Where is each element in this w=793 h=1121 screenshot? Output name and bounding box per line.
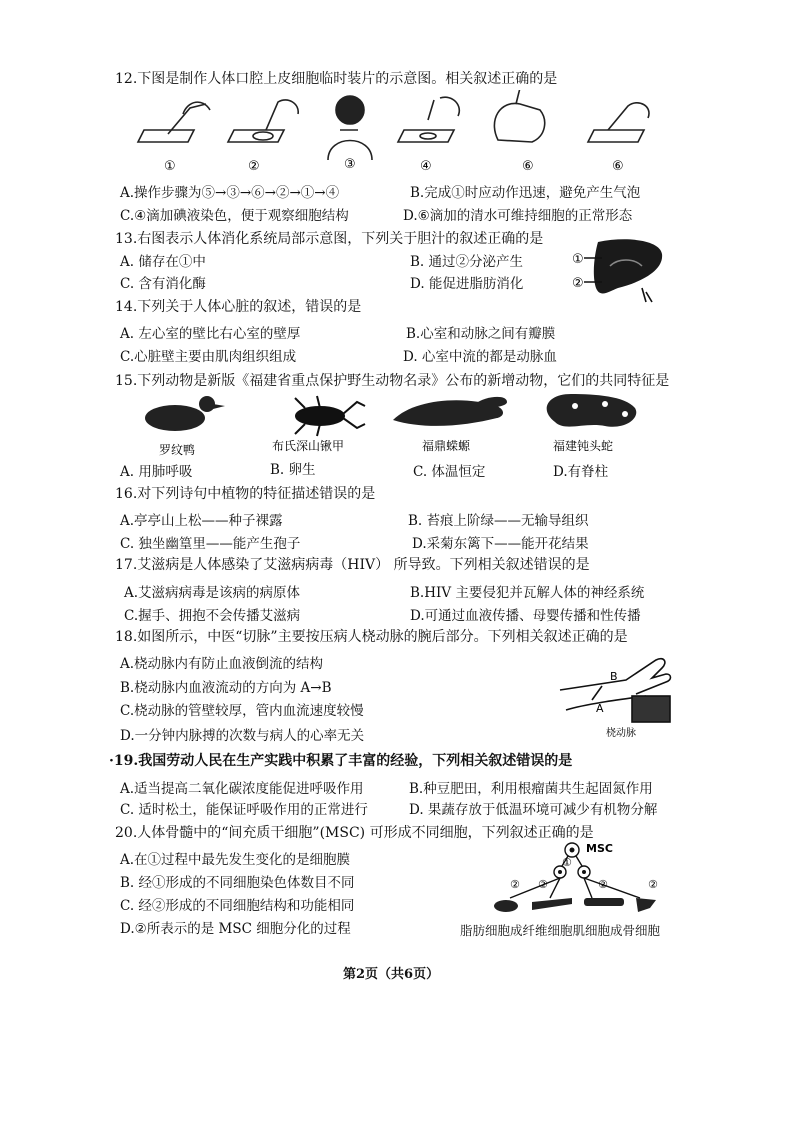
q19-stem: ·19.我国劳动人民在生产实践中积累了丰富的经验，下列相关叙述错误的是 bbox=[109, 753, 573, 769]
q20-fig-mark-2d: ② bbox=[648, 878, 658, 891]
q17-option-a: A.艾滋病病毒是该病的病原体 bbox=[124, 585, 301, 601]
q20-fig-mark-2b: ② bbox=[538, 878, 548, 891]
q20-stem: 20.人体骨髓中的“间充质干细胞”(MSC) 可形成不同细胞，下列叙述正确的是 bbox=[115, 825, 594, 841]
q13-figure bbox=[572, 236, 668, 308]
q15-option-a: A. 用肺呼吸 bbox=[120, 464, 193, 480]
q19-option-b: B.种豆肥田，利用根瘤菌共生起固氮作用 bbox=[409, 781, 653, 797]
page-footer: 第2页（共6页） bbox=[343, 967, 440, 982]
q14-option-b: B.心室和动脉之间有瓣膜 bbox=[406, 326, 556, 342]
q18-figure bbox=[556, 650, 676, 740]
q15-option-b: B. 卵生 bbox=[270, 462, 316, 478]
q15-animal-4: 福建钝头蛇 bbox=[553, 439, 614, 453]
q14-option-d: D. 心室中流的都是动脉血 bbox=[403, 349, 557, 365]
q20-fig-caption: 脂肪细胞成纤维细胞肌细胞成骨细胞 bbox=[460, 923, 661, 938]
q18-option-a: A.桡动脉内有防止血液倒流的结构 bbox=[120, 656, 324, 672]
q19-option-a: A.适当提高二氧化碳浓度能促进呼吸作用 bbox=[120, 781, 364, 797]
q20-fig-mark-1: ① bbox=[562, 856, 572, 869]
q16-option-a: A.亭亭山上松——种子裸露 bbox=[120, 513, 283, 529]
q15-animal-3: 福鼎蝾螈 bbox=[422, 439, 471, 453]
q12-option-a: A.操作步骤为⑤→③→⑥→②→①→④ bbox=[120, 185, 340, 201]
q15-option-c: C. 体温恒定 bbox=[413, 464, 486, 480]
q12-label-5: ⑥ bbox=[522, 159, 534, 174]
q13-option-d: D. 能促进脂肪消化 bbox=[410, 276, 524, 292]
q12-label-4: ④ bbox=[420, 159, 432, 174]
q17-option-c: C.握手、拥抱不会传播艾滋病 bbox=[124, 608, 301, 624]
q18-option-b: B.桡动脉内血液流动的方向为 A→B bbox=[120, 680, 332, 696]
q20-fig-msc: MSC bbox=[586, 842, 613, 855]
q13-stem: 13.右图表示人体消化系统局部示意图，下列关于胆汁的叙述正确的是 bbox=[115, 231, 544, 247]
q19-option-c: C. 适时松土，能保证呼吸作用的正常进行 bbox=[120, 802, 368, 818]
q17-stem: 17.艾滋病是人体感染了艾滋病病毒（HIV） 所导致。下列相关叙述错误的是 bbox=[115, 557, 590, 573]
q18-fig-caption: 桡动脉 bbox=[606, 728, 636, 739]
q13-option-b: B. 通过②分泌产生 bbox=[410, 254, 524, 270]
q12-label-1: ① bbox=[164, 159, 176, 174]
q20-option-a: A.在①过程中最先发生变化的是细胞膜 bbox=[120, 852, 351, 868]
q12-label-3: ③ bbox=[344, 157, 356, 172]
q20-figure bbox=[480, 838, 670, 918]
q15-option-d: D.有脊柱 bbox=[553, 464, 609, 480]
q15-stem: 15.下列动物是新版《福建省重点保护野生动物名录》公布的新增动物，它们的共同特征是 bbox=[115, 373, 670, 389]
q12-label-2: ② bbox=[248, 159, 260, 174]
q12-option-d: D.⑥滴加的清水可维持细胞的正常形态 bbox=[403, 208, 633, 224]
q12-stem: 12.下图是制作人体口腔上皮细胞临时装片的示意图。相关叙述正确的是 bbox=[115, 71, 558, 87]
q18-option-d: D.一分钟内脉搏的次数与病人的心率无关 bbox=[120, 728, 365, 744]
q20-option-d: D.②所表示的是 MSC 细胞分化的过程 bbox=[120, 921, 351, 937]
q18-fig-label-b: B bbox=[610, 670, 618, 683]
q12-label-6: ⑥ bbox=[612, 159, 624, 174]
q14-option-a: A. 左心室的壁比右心室的壁厚 bbox=[120, 326, 301, 342]
q12-option-b: B.完成①时应动作迅速，避免产生气泡 bbox=[410, 185, 641, 201]
q15-animal-2: 布氏深山锹甲 bbox=[272, 439, 345, 453]
q17-option-b: B.HIV 主要侵犯并瓦解人体的神经系统 bbox=[410, 585, 645, 601]
q18-option-c: C.桡动脉的管壁较厚，管内血流速度较慢 bbox=[120, 703, 364, 719]
q16-option-b: B. 苔痕上阶绿——无输导组织 bbox=[408, 513, 589, 529]
q13-fig-label-1: ① bbox=[572, 252, 584, 267]
q19-option-d: D. 果蔬存放于低温环境可减少有机物分解 bbox=[409, 802, 658, 818]
q14-option-c: C.心脏壁主要由肌肉组织组成 bbox=[120, 349, 297, 365]
q18-fig-label-a: A bbox=[596, 702, 604, 715]
q13-option-a: A. 储存在①中 bbox=[120, 254, 206, 270]
q20-fig-mark-2a: ② bbox=[510, 878, 520, 891]
q16-option-c: C. 独坐幽篁里——能产生孢子 bbox=[120, 536, 301, 552]
q20-option-b: B. 经①形成的不同细胞染色体数目不同 bbox=[120, 875, 355, 891]
q15-animal-1: 罗纹鸭 bbox=[159, 443, 196, 457]
q13-option-c: C. 含有消化酶 bbox=[120, 276, 206, 292]
q14-stem: 14.下列关于人体心脏的叙述，错误的是 bbox=[115, 299, 362, 315]
q16-stem: 16.对下列诗句中植物的特征描述错误的是 bbox=[115, 486, 376, 502]
q13-fig-label-2: ② bbox=[572, 276, 584, 291]
q12-option-c: C.④滴加碘液染色，便于观察细胞结构 bbox=[120, 208, 349, 224]
q16-option-d: D.采菊东篱下——能开花结果 bbox=[412, 536, 589, 552]
q17-option-d: D.可通过血液传播、母婴传播和性传播 bbox=[410, 608, 641, 624]
q18-stem: 18.如图所示，中医“切脉”主要按压病人桡动脉的腕后部分。下列相关叙述正确的是 bbox=[115, 629, 628, 645]
q12-figure bbox=[128, 90, 668, 174]
q15-figure bbox=[135, 392, 655, 460]
q20-option-c: C. 经②形成的不同细胞结构和功能相同 bbox=[120, 898, 355, 914]
q20-fig-mark-2c: ② bbox=[598, 878, 608, 891]
